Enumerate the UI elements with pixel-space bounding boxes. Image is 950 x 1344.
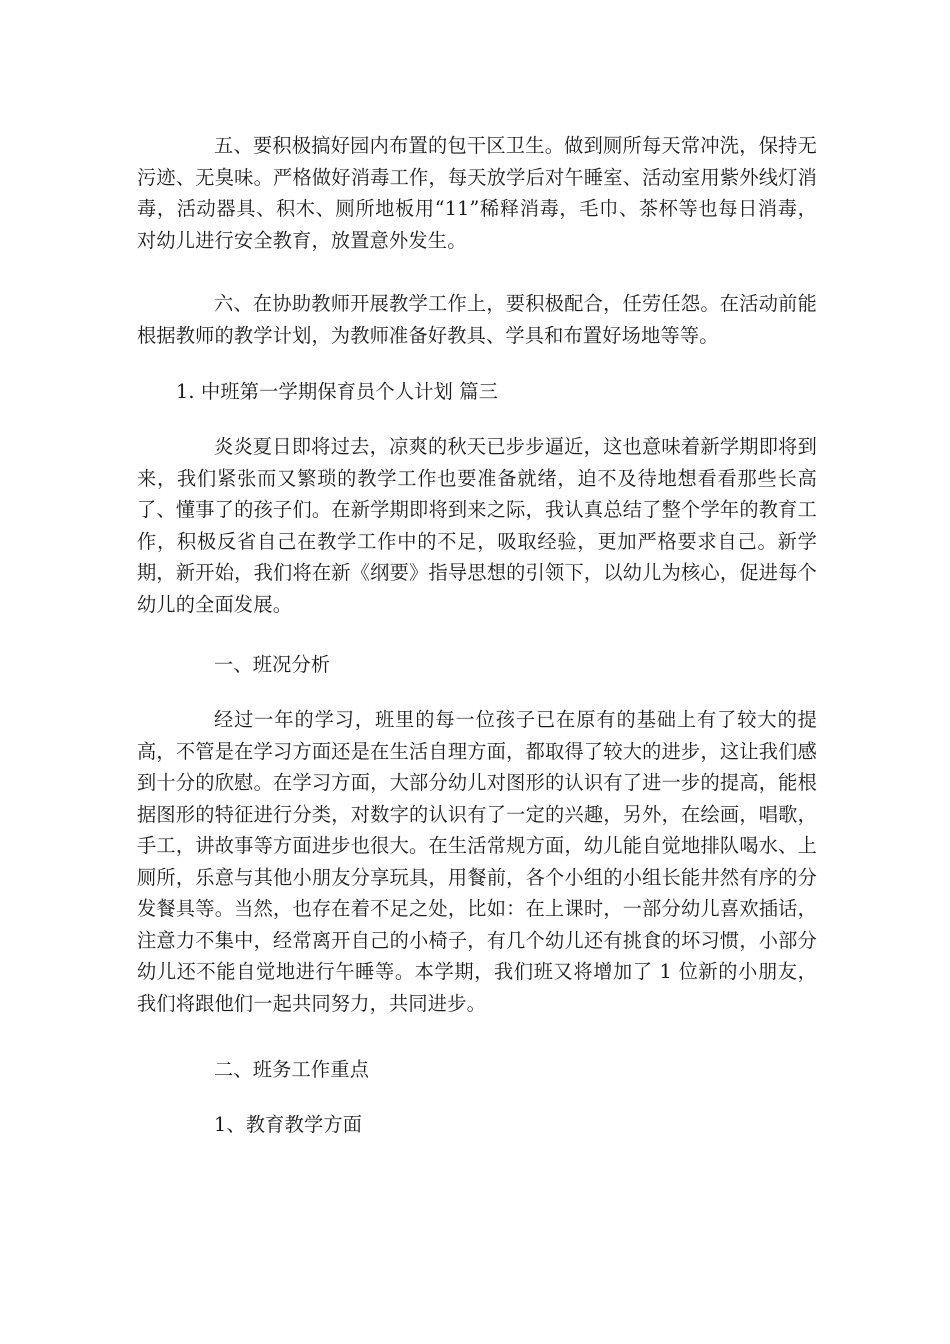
plan-heading: 1. 中班第一学期保育员个人计划 篇三 bbox=[176, 380, 499, 403]
paragraph-intro: 炎炎夏日即将过去，凉爽的秋天已步步逼近，这也意味着新学期即将到来，我们紧张而又繁琐的教学工作也要准备就绪，迫不及待地想看看那些长高了、懂事了的孩子们。在新学期即将到来之际，我认真总结了整个学年的教育工作，积极反省自己在教学工作中的不足，吸取经验，更加严格要求自己。新学期，新开始，我们将在新《纲要》指导思想的引领下，以幼儿为核心，促进每个幼儿的全面发展。 bbox=[137, 435, 817, 616]
paragraph-class-analysis: 经过一年的学习，班里的每一位孩子已在原有的基础上有了较大的提高，不管是在学习方面还是在生活自理方面，都取得了较大的进步，这让我们感到十分的欣慰。在学习方面，大部分幼儿对图形的认识有了进一步的提高，能根据图形的特征进行分类，对数字的认识有了一定的兴趣，另外，在绘画，唱歌，手工，讲故事等方面进步也很大。在生活常规方面，幼儿能自觉地排队喝水、上厕所，乐意与其他小朋友分享玩具，用餐前，各个小组的小组长能井然有序的分发餐具等。当然，也存在着不足之处，比如：在上课时，一部分幼儿喜欢插话，注意力不集中，经常离开自己的小椅子，有几个幼儿还有挑食的坏习惯，小部分幼儿还不能自觉地进行午睡等。本学期，我们班又将增加了 1 位新的小朋友，我们将跟他们一起共同努力，共同进步。 bbox=[137, 708, 817, 1015]
paragraph-teaching-assist: 六、在协助教师开展教学工作上，要积极配合，任劳任怨。在活动前能根据教师的教学计划，为教师准备好教具、学具和布置好场地等等。 bbox=[137, 292, 817, 347]
section-heading-work-focus: 二、班务工作重点 bbox=[214, 1058, 370, 1081]
section-heading-class-analysis: 一、班况分析 bbox=[214, 653, 331, 676]
paragraph-hygiene: 五、要积极搞好园内布置的包干区卫生。做到厕所每天常冲洗，保持无污迹、无臭味。严格做好消毒工作，每天放学后对午睡室、活动室用紫外线灯消毒，活动器具、积木、厕所地板用“11”稀释消毒，毛巾、茶杯等也每日消毒，对幼儿进行安全教育，放置意外发生。 bbox=[137, 134, 817, 252]
subsection-heading-teaching: 1、教育教学方面 bbox=[214, 1113, 363, 1136]
